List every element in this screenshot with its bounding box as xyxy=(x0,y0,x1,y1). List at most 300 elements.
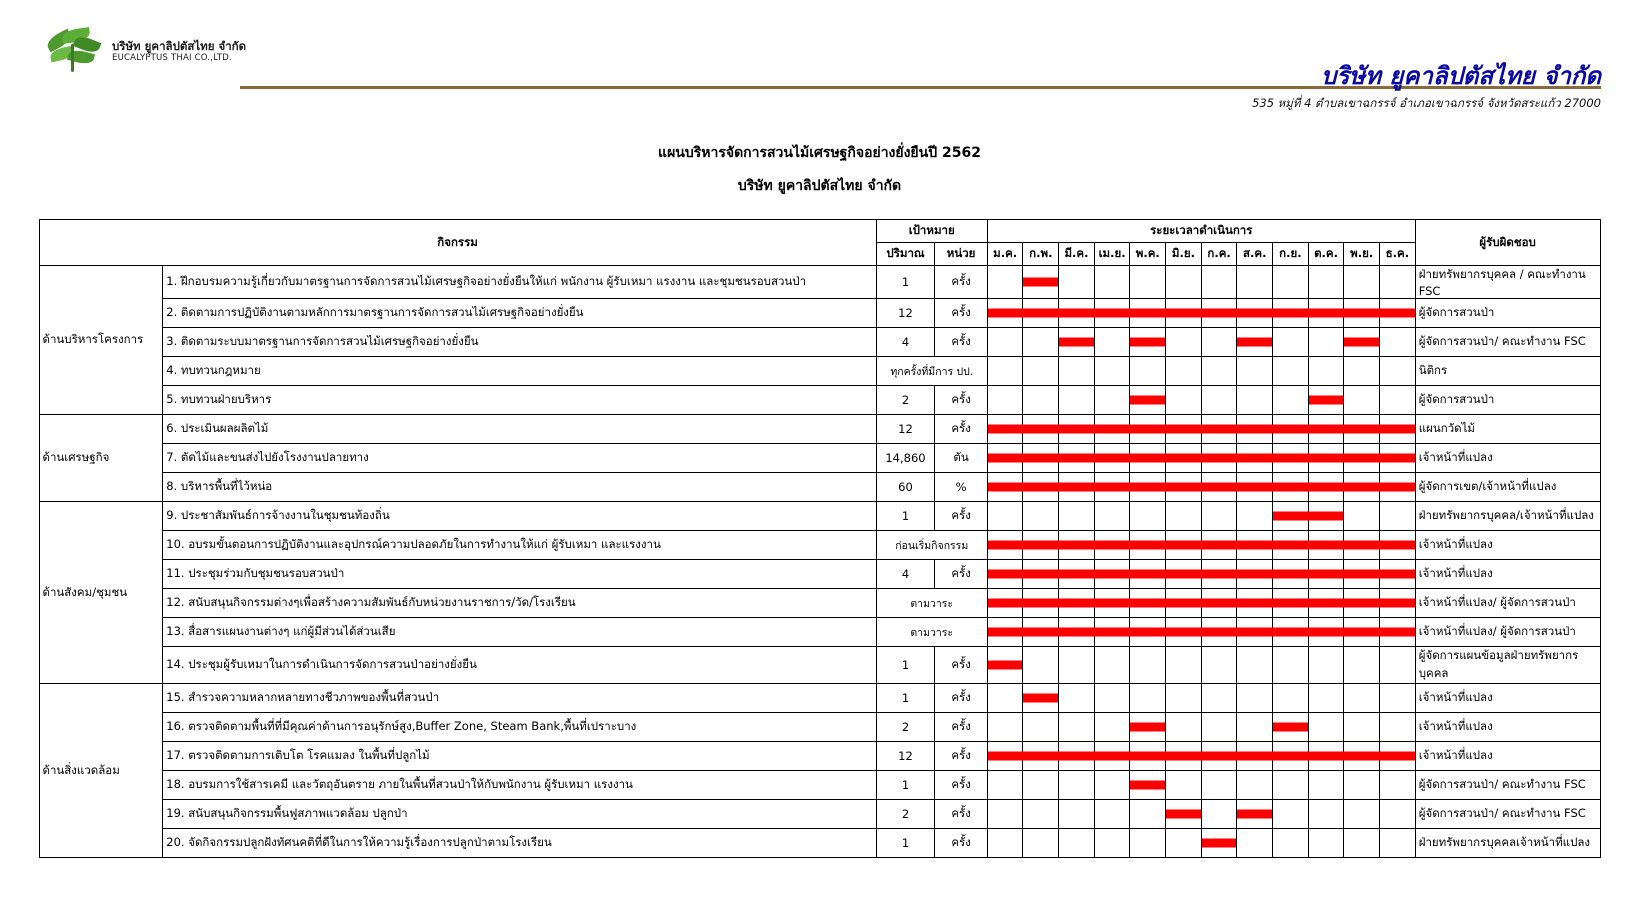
header-unit: หน่วย xyxy=(935,243,987,266)
month-cell-5 xyxy=(1130,531,1166,560)
quantity-cell: 1 xyxy=(876,266,935,299)
schedule-bar xyxy=(1022,425,1059,434)
month-cell-7 xyxy=(1201,386,1237,415)
document-header xyxy=(0,0,1639,110)
month-cell-6 xyxy=(1166,647,1202,684)
month-cell-12 xyxy=(1380,829,1416,858)
month-cell-2 xyxy=(1023,800,1059,829)
logo-thai-text: บริษัท ยูคาลิปตัสไทย จำกัด xyxy=(112,38,247,53)
month-cell-5 xyxy=(1130,473,1166,502)
schedule-bar xyxy=(1165,599,1202,608)
schedule-bar xyxy=(988,752,1024,761)
month-cell-4 xyxy=(1094,829,1130,858)
schedule-bar xyxy=(1237,338,1272,347)
month-cell-7 xyxy=(1201,589,1237,618)
month-cell-4 xyxy=(1094,618,1130,647)
month-cell-12 xyxy=(1380,589,1416,618)
schedule-bar xyxy=(1236,752,1273,761)
unit-cell: ครั้ง xyxy=(935,328,987,357)
month-cell-9 xyxy=(1273,589,1309,618)
responsible-cell: ผู้จัดการแผนข้อมูลฝ่ายทรัพยากรบุคคล xyxy=(1415,647,1600,684)
month-cell-12 xyxy=(1380,684,1416,713)
schedule-bar xyxy=(1058,425,1095,434)
month-cell-12 xyxy=(1380,266,1416,299)
month-cell-11 xyxy=(1344,266,1380,299)
month-cell-10 xyxy=(1308,684,1344,713)
month-cell-8 xyxy=(1237,589,1273,618)
month-cell-11 xyxy=(1344,589,1380,618)
schedule-bar xyxy=(1202,839,1237,848)
month-cell-8 xyxy=(1237,618,1273,647)
schedule-bar xyxy=(1308,599,1345,608)
month-cell-7 xyxy=(1201,618,1237,647)
table-row xyxy=(39,415,1600,444)
schedule-bar xyxy=(1201,483,1238,492)
category-cell: ด้านบริหารโครงการ xyxy=(39,266,163,415)
month-cell-10 xyxy=(1308,328,1344,357)
table-row xyxy=(39,829,1600,858)
month-cell-8 xyxy=(1237,684,1273,713)
month-cell-8 xyxy=(1237,771,1273,800)
month-cell-11 xyxy=(1344,742,1380,771)
month-cell-6 xyxy=(1166,266,1202,299)
schedule-bar xyxy=(1308,512,1344,521)
category-cell: ด้านสังคม/ชุมชน xyxy=(39,502,163,684)
schedule-bar xyxy=(1022,483,1059,492)
quantity-cell: 4 xyxy=(876,328,935,357)
month-cell-11 xyxy=(1344,415,1380,444)
month-cell-6 xyxy=(1166,502,1202,531)
quantity-cell: 1 xyxy=(876,502,935,531)
month-cell-11 xyxy=(1344,829,1380,858)
month-cell-5 xyxy=(1130,684,1166,713)
logo-english-text: EUCALYPTUS THAI CO.,LTD. xyxy=(112,52,232,63)
month-cell-9 xyxy=(1273,618,1309,647)
document-title: แผนบริหารจัดการสวนไม้เศรษฐกิจอย่างยั่งยืนปี 2562 xyxy=(658,145,981,161)
month-cell-2 xyxy=(1023,589,1059,618)
schedule-bar xyxy=(1022,309,1059,318)
month-cell-1 xyxy=(987,647,1023,684)
month-cell-1 xyxy=(987,618,1023,647)
month-cell-8 xyxy=(1237,560,1273,589)
month-cell-8 xyxy=(1237,531,1273,560)
month-cell-1 xyxy=(987,589,1023,618)
schedule-bar xyxy=(1343,599,1380,608)
month-cell-4 xyxy=(1094,684,1130,713)
quantity-cell: 1 xyxy=(876,771,935,800)
month-cell-12 xyxy=(1380,742,1416,771)
schedule-bar xyxy=(1094,309,1131,318)
month-cell-11 xyxy=(1344,328,1380,357)
schedule-bar xyxy=(1343,425,1380,434)
month-cell-3 xyxy=(1059,589,1095,618)
month-cell-6 xyxy=(1166,560,1202,589)
month-cell-9 xyxy=(1273,800,1309,829)
schedule-bar xyxy=(1130,781,1165,790)
header-month-6: มิ.ย. xyxy=(1166,243,1202,266)
unit-cell: ครั้ง xyxy=(935,684,987,713)
category-cell: ด้านเศรษฐกิจ xyxy=(39,415,163,502)
month-cell-3 xyxy=(1059,618,1095,647)
month-cell-10 xyxy=(1308,502,1344,531)
month-cell-11 xyxy=(1344,444,1380,473)
month-cell-7 xyxy=(1201,444,1237,473)
responsible-cell: ฝ่ายทรัพยากรบุคคล/เจ้าหน้าที่แปลง xyxy=(1415,502,1600,531)
month-cell-6 xyxy=(1166,415,1202,444)
company-address: 535 หมู่ที่ 4 ตำบลเขาฉกรรจ์ อำเภอเขาฉกรรจ์ จังหวัดสระแก้ว 27000 xyxy=(1252,96,1601,110)
schedule-bar xyxy=(1165,454,1202,463)
schedule-bar xyxy=(1022,570,1059,579)
schedule-bar xyxy=(1379,541,1415,550)
month-cell-10 xyxy=(1308,266,1344,299)
month-cell-5 xyxy=(1130,647,1166,684)
schedule-bar xyxy=(1201,454,1238,463)
quantity-cell: 12 xyxy=(876,742,935,771)
schedule-bar xyxy=(1308,752,1345,761)
header-month-7: ก.ค. xyxy=(1201,243,1237,266)
schedule-bar xyxy=(1308,309,1345,318)
quantity-cell: ก่อนเริ่มกิจกรรม xyxy=(876,531,987,560)
month-cell-3 xyxy=(1059,771,1095,800)
month-cell-3 xyxy=(1059,502,1095,531)
month-cell-10 xyxy=(1308,829,1344,858)
month-cell-1 xyxy=(987,684,1023,713)
quantity-cell: 12 xyxy=(876,299,935,328)
schedule-bar xyxy=(1094,599,1131,608)
schedule-bar xyxy=(1308,570,1345,579)
header-month-4: เม.ย. xyxy=(1094,243,1130,266)
quantity-cell: 12 xyxy=(876,415,935,444)
month-cell-1 xyxy=(987,415,1023,444)
month-cell-3 xyxy=(1059,829,1095,858)
schedule-bar xyxy=(988,483,1024,492)
schedule-bar xyxy=(988,309,1024,318)
schedule-bar xyxy=(1379,483,1415,492)
table-row xyxy=(39,473,1600,502)
month-cell-10 xyxy=(1308,357,1344,386)
schedule-bar xyxy=(1022,628,1059,637)
month-cell-2 xyxy=(1023,829,1059,858)
month-cell-10 xyxy=(1308,386,1344,415)
company-name: บริษัท ยูคาลิปตัสไทย จำกัด xyxy=(1321,62,1601,90)
month-cell-11 xyxy=(1344,357,1380,386)
quantity-cell: 4 xyxy=(876,560,935,589)
month-cell-1 xyxy=(987,299,1023,328)
month-cell-9 xyxy=(1273,742,1309,771)
month-cell-1 xyxy=(987,502,1023,531)
table-row xyxy=(39,771,1600,800)
schedule-bar xyxy=(1058,570,1095,579)
responsible-cell: เจ้าหน้าที่แปลง xyxy=(1415,684,1600,713)
month-cell-7 xyxy=(1201,829,1237,858)
month-cell-5 xyxy=(1130,444,1166,473)
month-cell-4 xyxy=(1094,531,1130,560)
quantity-cell: 1 xyxy=(876,647,935,684)
month-cell-1 xyxy=(987,713,1023,742)
month-cell-7 xyxy=(1201,473,1237,502)
month-cell-8 xyxy=(1237,328,1273,357)
header-month-11: พ.ย. xyxy=(1344,243,1380,266)
month-cell-1 xyxy=(987,829,1023,858)
schedule-bar xyxy=(1272,570,1309,579)
header-month-5: พ.ค. xyxy=(1130,243,1166,266)
month-cell-7 xyxy=(1201,771,1237,800)
month-cell-6 xyxy=(1166,771,1202,800)
responsible-cell: เจ้าหน้าที่แปลง xyxy=(1415,531,1600,560)
unit-cell: ครั้ง xyxy=(935,560,987,589)
month-cell-1 xyxy=(987,742,1023,771)
month-cell-2 xyxy=(1023,266,1059,299)
month-cell-5 xyxy=(1130,502,1166,531)
month-cell-11 xyxy=(1344,618,1380,647)
month-cell-11 xyxy=(1344,386,1380,415)
month-cell-1 xyxy=(987,800,1023,829)
month-cell-2 xyxy=(1023,386,1059,415)
month-cell-5 xyxy=(1130,829,1166,858)
month-cell-2 xyxy=(1023,618,1059,647)
schedule-bar xyxy=(1343,309,1380,318)
schedule-bar xyxy=(1166,810,1201,819)
month-cell-4 xyxy=(1094,328,1130,357)
month-cell-1 xyxy=(987,357,1023,386)
month-cell-5 xyxy=(1130,266,1166,299)
month-cell-8 xyxy=(1237,444,1273,473)
unit-cell: ตัน xyxy=(935,444,987,473)
schedule-bar xyxy=(1059,338,1094,347)
month-cell-9 xyxy=(1273,266,1309,299)
table-row xyxy=(39,299,1600,328)
schedule-bar xyxy=(1272,752,1309,761)
month-cell-10 xyxy=(1308,589,1344,618)
month-cell-12 xyxy=(1380,299,1416,328)
month-cell-5 xyxy=(1130,328,1166,357)
schedule-bar xyxy=(1343,454,1380,463)
month-cell-1 xyxy=(987,771,1023,800)
month-cell-9 xyxy=(1273,684,1309,713)
month-cell-5 xyxy=(1130,386,1166,415)
month-cell-9 xyxy=(1273,473,1309,502)
month-cell-10 xyxy=(1308,299,1344,328)
schedule-bar xyxy=(988,661,1023,670)
schedule-bar xyxy=(1094,752,1131,761)
schedule-bar xyxy=(1129,483,1166,492)
header-month-3: มี.ค. xyxy=(1059,243,1095,266)
unit-cell: ครั้ง xyxy=(935,713,987,742)
unit-cell: ครั้ง xyxy=(935,771,987,800)
activity-cell: 10. อบรมขั้นตอนการปฏิบัติงานและอุปกรณ์ความปลอดภัยในการทำงานให้แก่ ผู้รับเหมา และแรงงาน xyxy=(163,531,876,560)
category-cell: ด้านสิ่งแวดล้อม xyxy=(39,684,163,858)
schedule-bar xyxy=(1236,628,1273,637)
month-cell-7 xyxy=(1201,266,1237,299)
schedule-bar xyxy=(1343,752,1380,761)
month-cell-6 xyxy=(1166,800,1202,829)
schedule-bar xyxy=(1236,425,1273,434)
month-cell-12 xyxy=(1380,618,1416,647)
responsible-cell: ผู้จัดการสวนป่า/ คณะทำงาน FSC xyxy=(1415,328,1600,357)
table-row xyxy=(39,589,1600,618)
schedule-bar xyxy=(988,570,1024,579)
schedule-bar xyxy=(1022,752,1059,761)
schedule-bar xyxy=(1379,425,1415,434)
schedule-bar xyxy=(1379,309,1415,318)
month-cell-5 xyxy=(1130,560,1166,589)
schedule-bar xyxy=(1272,599,1309,608)
schedule-bar xyxy=(1058,454,1095,463)
month-cell-9 xyxy=(1273,647,1309,684)
schedule-bar xyxy=(988,454,1024,463)
schedule-bar xyxy=(1058,483,1095,492)
month-cell-3 xyxy=(1059,742,1095,771)
month-cell-12 xyxy=(1380,386,1416,415)
month-cell-10 xyxy=(1308,713,1344,742)
month-cell-8 xyxy=(1237,829,1273,858)
month-cell-5 xyxy=(1130,618,1166,647)
month-cell-8 xyxy=(1237,502,1273,531)
month-cell-10 xyxy=(1308,531,1344,560)
activity-cell: 17. ตรวจติดตามการเติบโต โรคแมลง ในพื้นที่ปลูกไม้ xyxy=(163,742,876,771)
schedule-bar xyxy=(1343,483,1380,492)
schedule-bar xyxy=(1022,541,1059,550)
month-cell-1 xyxy=(987,560,1023,589)
schedule-bar xyxy=(1308,483,1345,492)
month-cell-12 xyxy=(1380,560,1416,589)
responsible-cell: แผนกวัดไม้ xyxy=(1415,415,1600,444)
table-body xyxy=(39,266,1600,858)
schedule-bar xyxy=(1165,752,1202,761)
month-cell-8 xyxy=(1237,386,1273,415)
month-cell-12 xyxy=(1380,357,1416,386)
month-cell-2 xyxy=(1023,771,1059,800)
month-cell-9 xyxy=(1273,713,1309,742)
schedule-bar xyxy=(1058,752,1095,761)
month-cell-7 xyxy=(1201,800,1237,829)
schedule-bar xyxy=(1022,454,1059,463)
header-month-2: ก.พ. xyxy=(1023,243,1059,266)
month-cell-12 xyxy=(1380,531,1416,560)
schedule-bar xyxy=(1201,752,1238,761)
responsible-cell: นิติกร xyxy=(1415,357,1600,386)
activity-cell: 4. ทบทวนกฎหมาย xyxy=(163,357,876,386)
month-cell-12 xyxy=(1380,771,1416,800)
month-cell-8 xyxy=(1237,742,1273,771)
month-cell-8 xyxy=(1237,713,1273,742)
quantity-cell: ตามวาระ xyxy=(876,618,987,647)
activity-cell: 13. สื่อสารแผนงานต่างๆ แก่ผู้มีส่วนได้ส่วนเสีย xyxy=(163,618,876,647)
month-cell-6 xyxy=(1166,589,1202,618)
schedule-bar xyxy=(1237,810,1272,819)
month-cell-7 xyxy=(1201,299,1237,328)
table-row xyxy=(39,560,1600,589)
month-cell-10 xyxy=(1308,800,1344,829)
responsible-cell: เจ้าหน้าที่แปลง/ ผู้จัดการสวนป่า xyxy=(1415,589,1600,618)
schedule-bar xyxy=(1236,309,1273,318)
responsible-cell: เจ้าหน้าที่แปลง/ ผู้จัดการสวนป่า xyxy=(1415,618,1600,647)
activity-cell: 16. ตรวจติดตามพื้นที่ที่มีคุณค่าด้านการอนุรักษ์สูง,Buffer Zone, Steam Bank,พื้นที่เปราะบาง xyxy=(163,713,876,742)
schedule-bar xyxy=(988,541,1024,550)
schedule-bar xyxy=(1165,570,1202,579)
month-cell-3 xyxy=(1059,357,1095,386)
schedule-bar xyxy=(1201,541,1238,550)
schedule-bar xyxy=(1129,752,1166,761)
unit-cell: ครั้ง xyxy=(935,742,987,771)
month-cell-8 xyxy=(1237,299,1273,328)
month-cell-3 xyxy=(1059,684,1095,713)
month-cell-4 xyxy=(1094,473,1130,502)
schedule-bar xyxy=(988,599,1024,608)
month-cell-1 xyxy=(987,386,1023,415)
quantity-cell: ตามวาระ xyxy=(876,589,987,618)
table-row xyxy=(39,713,1600,742)
month-cell-8 xyxy=(1237,800,1273,829)
table-row xyxy=(39,531,1600,560)
header-month-9: ก.ย. xyxy=(1273,243,1309,266)
schedule-bar xyxy=(1094,483,1131,492)
quantity-cell: 60 xyxy=(876,473,935,502)
responsible-cell: เจ้าหน้าที่แปลง xyxy=(1415,742,1600,771)
month-cell-1 xyxy=(987,444,1023,473)
schedule-bar xyxy=(1201,309,1238,318)
activity-cell: 6. ประเมินผลผลิตไม้ xyxy=(163,415,876,444)
month-cell-2 xyxy=(1023,742,1059,771)
schedule-bar xyxy=(1236,454,1273,463)
month-cell-2 xyxy=(1023,560,1059,589)
activity-cell: 15. สำรวจความหลากหลายทางชีวภาพของพื้นที่สวนป่า xyxy=(163,684,876,713)
month-cell-10 xyxy=(1308,771,1344,800)
activity-cell: 14. ประชุมผู้รับเหมาในการดำเนินการจัดการสวนป่าอย่างยั่งยืน xyxy=(163,647,876,684)
quantity-cell: 2 xyxy=(876,713,935,742)
unit-cell: ครั้ง xyxy=(935,502,987,531)
schedule-bar xyxy=(1165,425,1202,434)
schedule-bar xyxy=(1094,570,1131,579)
schedule-bar xyxy=(1379,599,1415,608)
month-cell-11 xyxy=(1344,684,1380,713)
schedule-bar xyxy=(1058,628,1095,637)
month-cell-3 xyxy=(1059,560,1095,589)
month-cell-2 xyxy=(1023,357,1059,386)
header-month-10: ต.ค. xyxy=(1308,243,1344,266)
header-month-12: ธ.ค. xyxy=(1380,243,1416,266)
month-cell-9 xyxy=(1273,829,1309,858)
month-cell-6 xyxy=(1166,829,1202,858)
schedule-bar xyxy=(1272,309,1309,318)
quantity-cell: 2 xyxy=(876,386,935,415)
month-cell-4 xyxy=(1094,444,1130,473)
schedule-bar xyxy=(1129,454,1166,463)
schedule-bar xyxy=(1130,723,1165,732)
month-cell-10 xyxy=(1308,618,1344,647)
month-cell-2 xyxy=(1023,328,1059,357)
month-cell-2 xyxy=(1023,502,1059,531)
month-cell-3 xyxy=(1059,647,1095,684)
month-cell-10 xyxy=(1308,444,1344,473)
month-cell-4 xyxy=(1094,502,1130,531)
schedule-bar xyxy=(1343,570,1380,579)
responsible-cell: ผู้จัดการสวนป่า xyxy=(1415,386,1600,415)
month-cell-11 xyxy=(1344,560,1380,589)
month-cell-2 xyxy=(1023,444,1059,473)
schedule-bar xyxy=(1308,454,1345,463)
month-cell-12 xyxy=(1380,444,1416,473)
schedule-bar xyxy=(1058,309,1095,318)
header-responsible: ผู้รับผิดชอบ xyxy=(1415,220,1600,266)
schedule-bar xyxy=(1272,541,1309,550)
activity-cell: 1. ฝึกอบรมความรู้เกี่ยวกับมาตรฐานการจัดการสวนไม้เศรษฐกิจอย่างยั่งยืนให้แก่ พนักงาน ผู้รับเหมา แรงงาน และชุมชนรอบสวนป่า xyxy=(163,266,876,299)
schedule-bar xyxy=(1272,628,1309,637)
month-cell-4 xyxy=(1094,742,1130,771)
month-cell-1 xyxy=(987,328,1023,357)
unit-cell: ครั้ง xyxy=(935,299,987,328)
unit-cell: % xyxy=(935,473,987,502)
